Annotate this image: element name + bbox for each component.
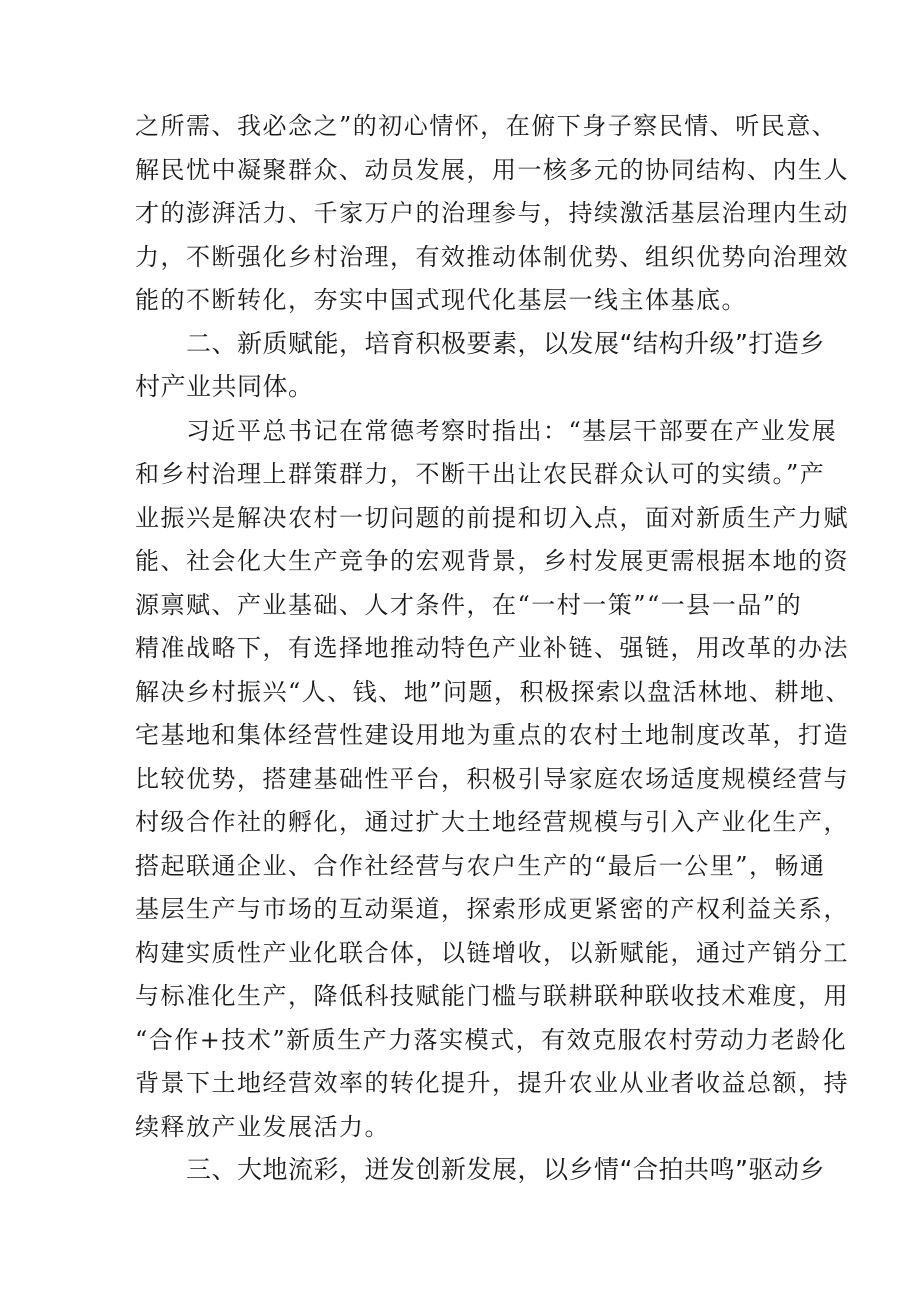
text-line: 与标准化生产，降低科技赋能门槛与联耕联种联收技术难度，用 — [135, 982, 849, 1010]
text-line: 解民忧中凝聚群众、动员发展，用一核多元的协同结构、内生人 — [135, 156, 849, 184]
text-line: 村级合作社的孵化，通过扩大土地经营规模与引入产业化生产， — [135, 808, 849, 836]
text-line: 习近平总书记在常德考察时指出：“基层干部要在产业发展 — [186, 417, 838, 445]
text-line: 解决乡村振兴“人、钱、地”问题，积极探索以盘活林地、耕地、 — [135, 678, 852, 706]
text-line: 才的澎湃活力、千家万户的治理参与，持续激活基层治理内生动 — [135, 199, 849, 227]
heading-line: 三、大地流彩，迸发创新发展，以乡情“合拍共鸣”驱动乡 — [186, 1155, 825, 1184]
text-line: 比较优势，搭建基础性平台，积极引导家庭农场适度规模经营与 — [135, 765, 849, 793]
text-line: 业振兴是解决农村一切问题的前提和切入点，面对新质生产力赋 — [135, 504, 849, 532]
text-line: 精准战略下，有选择地推动特色产业补链、强链，用改革的办法 — [135, 634, 849, 662]
text-line: 能的不断转化，夯实中国式现代化基层一线主体基底。 — [135, 286, 747, 314]
text-line: 和乡村治理上群策群力，不断干出让农民群众认可的实绩。”产 — [135, 460, 826, 488]
text-line: 宅基地和集体经营性建设用地为重点的农村土地制度改革，打造 — [135, 721, 849, 749]
text-line: 源禀赋、产业基础、人才条件，在“一村一策”“一县一品”的 — [135, 591, 803, 619]
text-line: 力，不断强化乡村治理，有效推动体制优势、组织优势向治理效 — [135, 243, 849, 271]
text-line: 能、社会化大生产竞争的宏观背景，乡村发展更需根据本地的资 — [135, 547, 849, 575]
text-line: 基层生产与市场的互动渠道，探索形成更紧密的产权利益关系， — [135, 895, 849, 923]
text-line: 之所需、我必念之”的初心情怀，在俯下身子察民情、听民意、 — [135, 112, 838, 140]
heading-line: 村产业共同体。 — [135, 372, 314, 401]
text-line: 搭起联通企业、合作社经营与农户生产的“最后一公里”，畅通 — [135, 852, 826, 880]
heading-line: 二、新质赋能，培育积极要素，以发展“结构升级”打造乡 — [186, 329, 825, 358]
text-line: 构建实质性产业化联合体，以链增收，以新赋能，通过产销分工 — [135, 939, 849, 967]
text-line: 续释放产业发展活力。 — [135, 1113, 390, 1141]
text-line: 背景下土地经营效率的转化提升，提升农业从业者收益总额，持 — [135, 1069, 849, 1097]
text-line: “合作+技术”新质生产力落实模式，有效克服农村劳动力老龄化 — [135, 1026, 848, 1054]
